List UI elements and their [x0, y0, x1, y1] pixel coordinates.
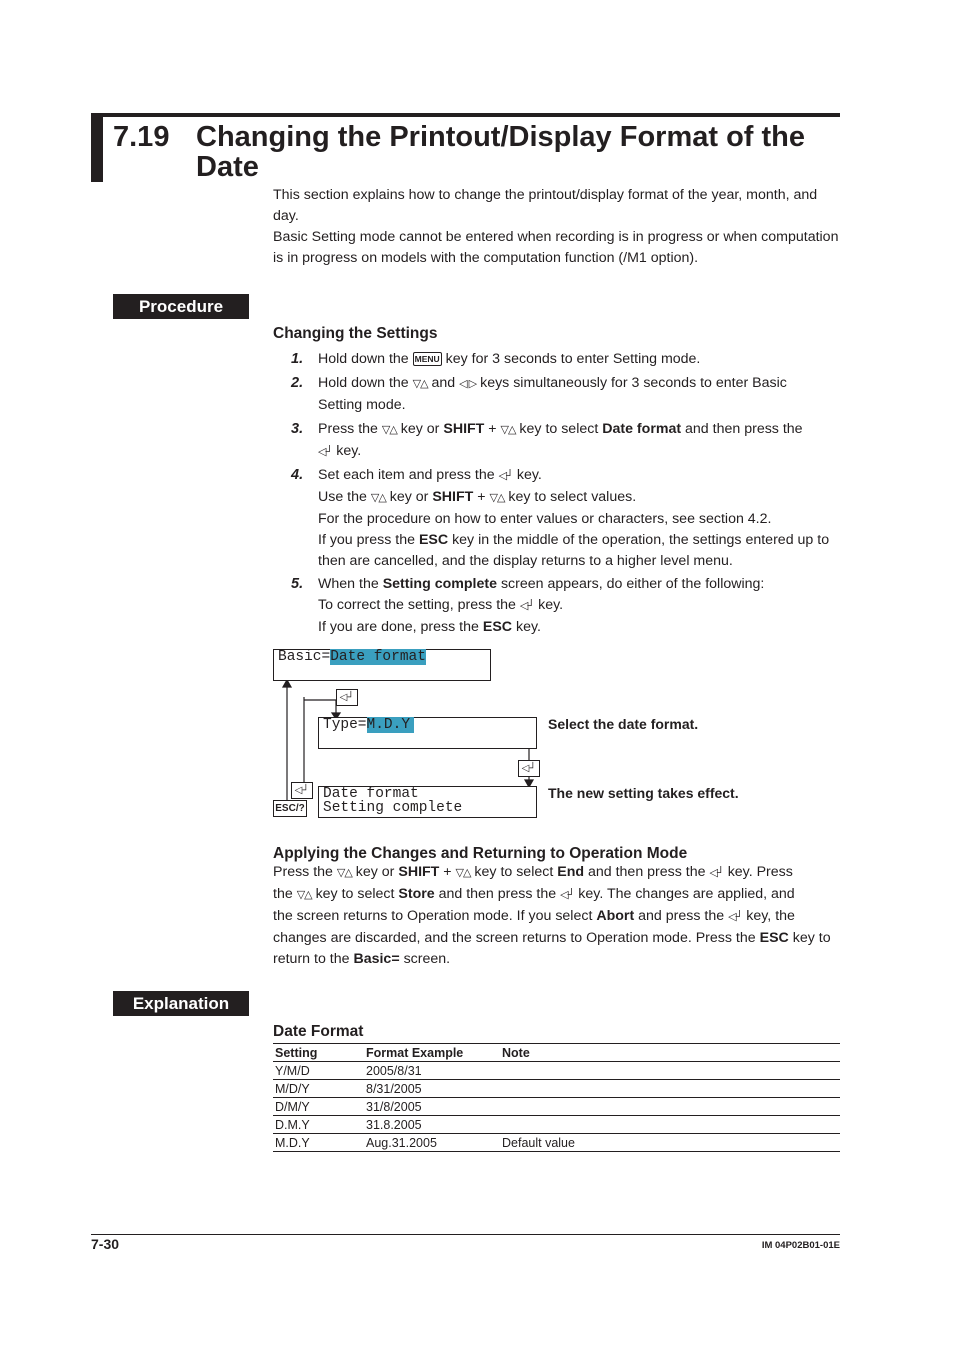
down-up-arrow-icon: ▽△ — [296, 889, 312, 901]
screen-basic: Basic=Date format — [273, 649, 491, 681]
section-number: 7.19 — [113, 121, 170, 153]
step-2: Hold down the ▽△ and ◁ ▷ keys simultaneously for 3 seconds to enter Basic Setting mode. — [318, 375, 787, 413]
procedure-subhead: Changing the Settings — [273, 325, 438, 342]
down-up-arrow-icon: ▽△ — [500, 424, 516, 436]
applying-subhead: Applying the Changes and Returning to Operation Mode — [273, 845, 688, 862]
menu-key-icon: MENU — [414, 354, 440, 364]
column-header: Note — [500, 1044, 840, 1062]
esc-key-icon: ESC/? — [273, 800, 307, 817]
note-select-format: Select the date format. — [548, 716, 699, 732]
step-4-number: 4. — [291, 467, 304, 483]
enter-key-icon: ◁┘ — [318, 446, 333, 458]
column-header: Setting — [273, 1044, 364, 1062]
page-number: 7-30 — [91, 1236, 120, 1252]
intro — [273, 185, 840, 269]
enter-key-icon: ◁┘ — [498, 470, 513, 482]
table-row: Y/M/D 2005/8/31 — [273, 1062, 840, 1080]
down-up-arrow-icon: ▽△ — [455, 867, 471, 879]
explanation-label: Explanation — [113, 991, 249, 1016]
enter-key-icon: ◁┘ — [336, 689, 358, 706]
enter-key-icon: ◁┘ — [728, 911, 743, 923]
intro-p1: This section explains how to change the printout/display format of the year, month, and day. — [273, 187, 818, 224]
down-up-arrow-icon: ▽△ — [370, 492, 386, 504]
selected-value: M.D.Y — [367, 717, 415, 733]
screen-complete: Date format Setting complete — [318, 786, 537, 818]
enter-key-icon: ◁┘ — [519, 600, 535, 612]
title-bar — [91, 113, 103, 182]
step-1-number: 1. — [291, 351, 304, 367]
note-setting-effect: The new setting takes effect. — [548, 785, 739, 801]
down-up-arrow-icon: ▽△ — [489, 492, 505, 504]
enter-key-icon: ◁┘ — [518, 760, 540, 777]
left-right-arrow-icon: ◁ ▷ — [459, 378, 477, 390]
step-3: Press the ▽△ key or SHIFT + ▽△ key to select Date format and then press the ◁┘ key. — [318, 419, 840, 463]
down-up-arrow-icon: ▽△ — [381, 424, 397, 436]
table-row: D/M/Y 31/8/2005 — [273, 1098, 840, 1116]
enter-key-icon: ◁┘ — [560, 889, 575, 901]
intro-p2: Basic Setting mode cannot be entered when recording is in progress or when computation is in progress on models with the computation function (/M1 option). — [273, 229, 839, 266]
table-header — [273, 1044, 840, 1062]
footer-rule — [91, 1234, 840, 1235]
table-row: M/D/Y 8/31/2005 — [273, 1080, 840, 1098]
applying-text: Press the ▽△ key or SHIFT + ▽△ key to select End and then press the ◁┘ key. Press the ▽△ key to select Store and then press the ◁┘ key. The changes are applied, and the screen returns to Operation mode. If you select Abort and press the ◁┘ key, the changes are discarded, and the screen returns to Operation mode. Press the ESC key to return to the Basic= screen. — [273, 864, 831, 967]
down-up-arrow-icon: ▽△ — [412, 378, 428, 390]
document-id: IM 04P02B01-01E — [761, 1240, 840, 1251]
step-3-number: 3. — [291, 421, 304, 437]
procedure-label: Procedure — [113, 294, 249, 319]
enter-key-icon: ◁┘ — [291, 782, 313, 799]
title-rule — [91, 113, 840, 117]
step-5: When the Setting complete screen appears, do either of the following: To correct the setting, press the ◁┘ key. If you are done, press the ESC key. — [318, 576, 765, 635]
explanation-subhead: Date Format — [273, 1023, 364, 1040]
column-header: Format Example — [364, 1044, 500, 1062]
table-row: M.D.Y Aug.31.2005 Default value — [273, 1134, 840, 1152]
selected-value: Date format — [330, 649, 426, 665]
table-row: D.M.Y 31.8.2005 — [273, 1116, 840, 1134]
step-2-number: 2. — [291, 375, 304, 391]
down-up-arrow-icon: ▽△ — [336, 867, 352, 879]
enter-key-icon: ◁┘ — [709, 867, 724, 879]
screen-type: Type=M.D.Y — [318, 717, 537, 749]
step-5-number: 5. — [291, 576, 304, 592]
step-4: Set each item and press the ◁┘ key. Use the ▽△ key or SHIFT + ▽△ key to select values. For the procedure on how to enter values or characters, see section 4.2. If you press the ESC key in the middle of the operation, the settings entered up to then are cancelled, and the display returns to a higher level menu. — [318, 467, 830, 569]
date-format-table — [273, 1043, 840, 1152]
step-1: Hold down the MENU key for 3 seconds to enter Setting mode. — [318, 351, 701, 367]
page-title: Changing the Printout/Display Format of the Date — [196, 121, 805, 183]
